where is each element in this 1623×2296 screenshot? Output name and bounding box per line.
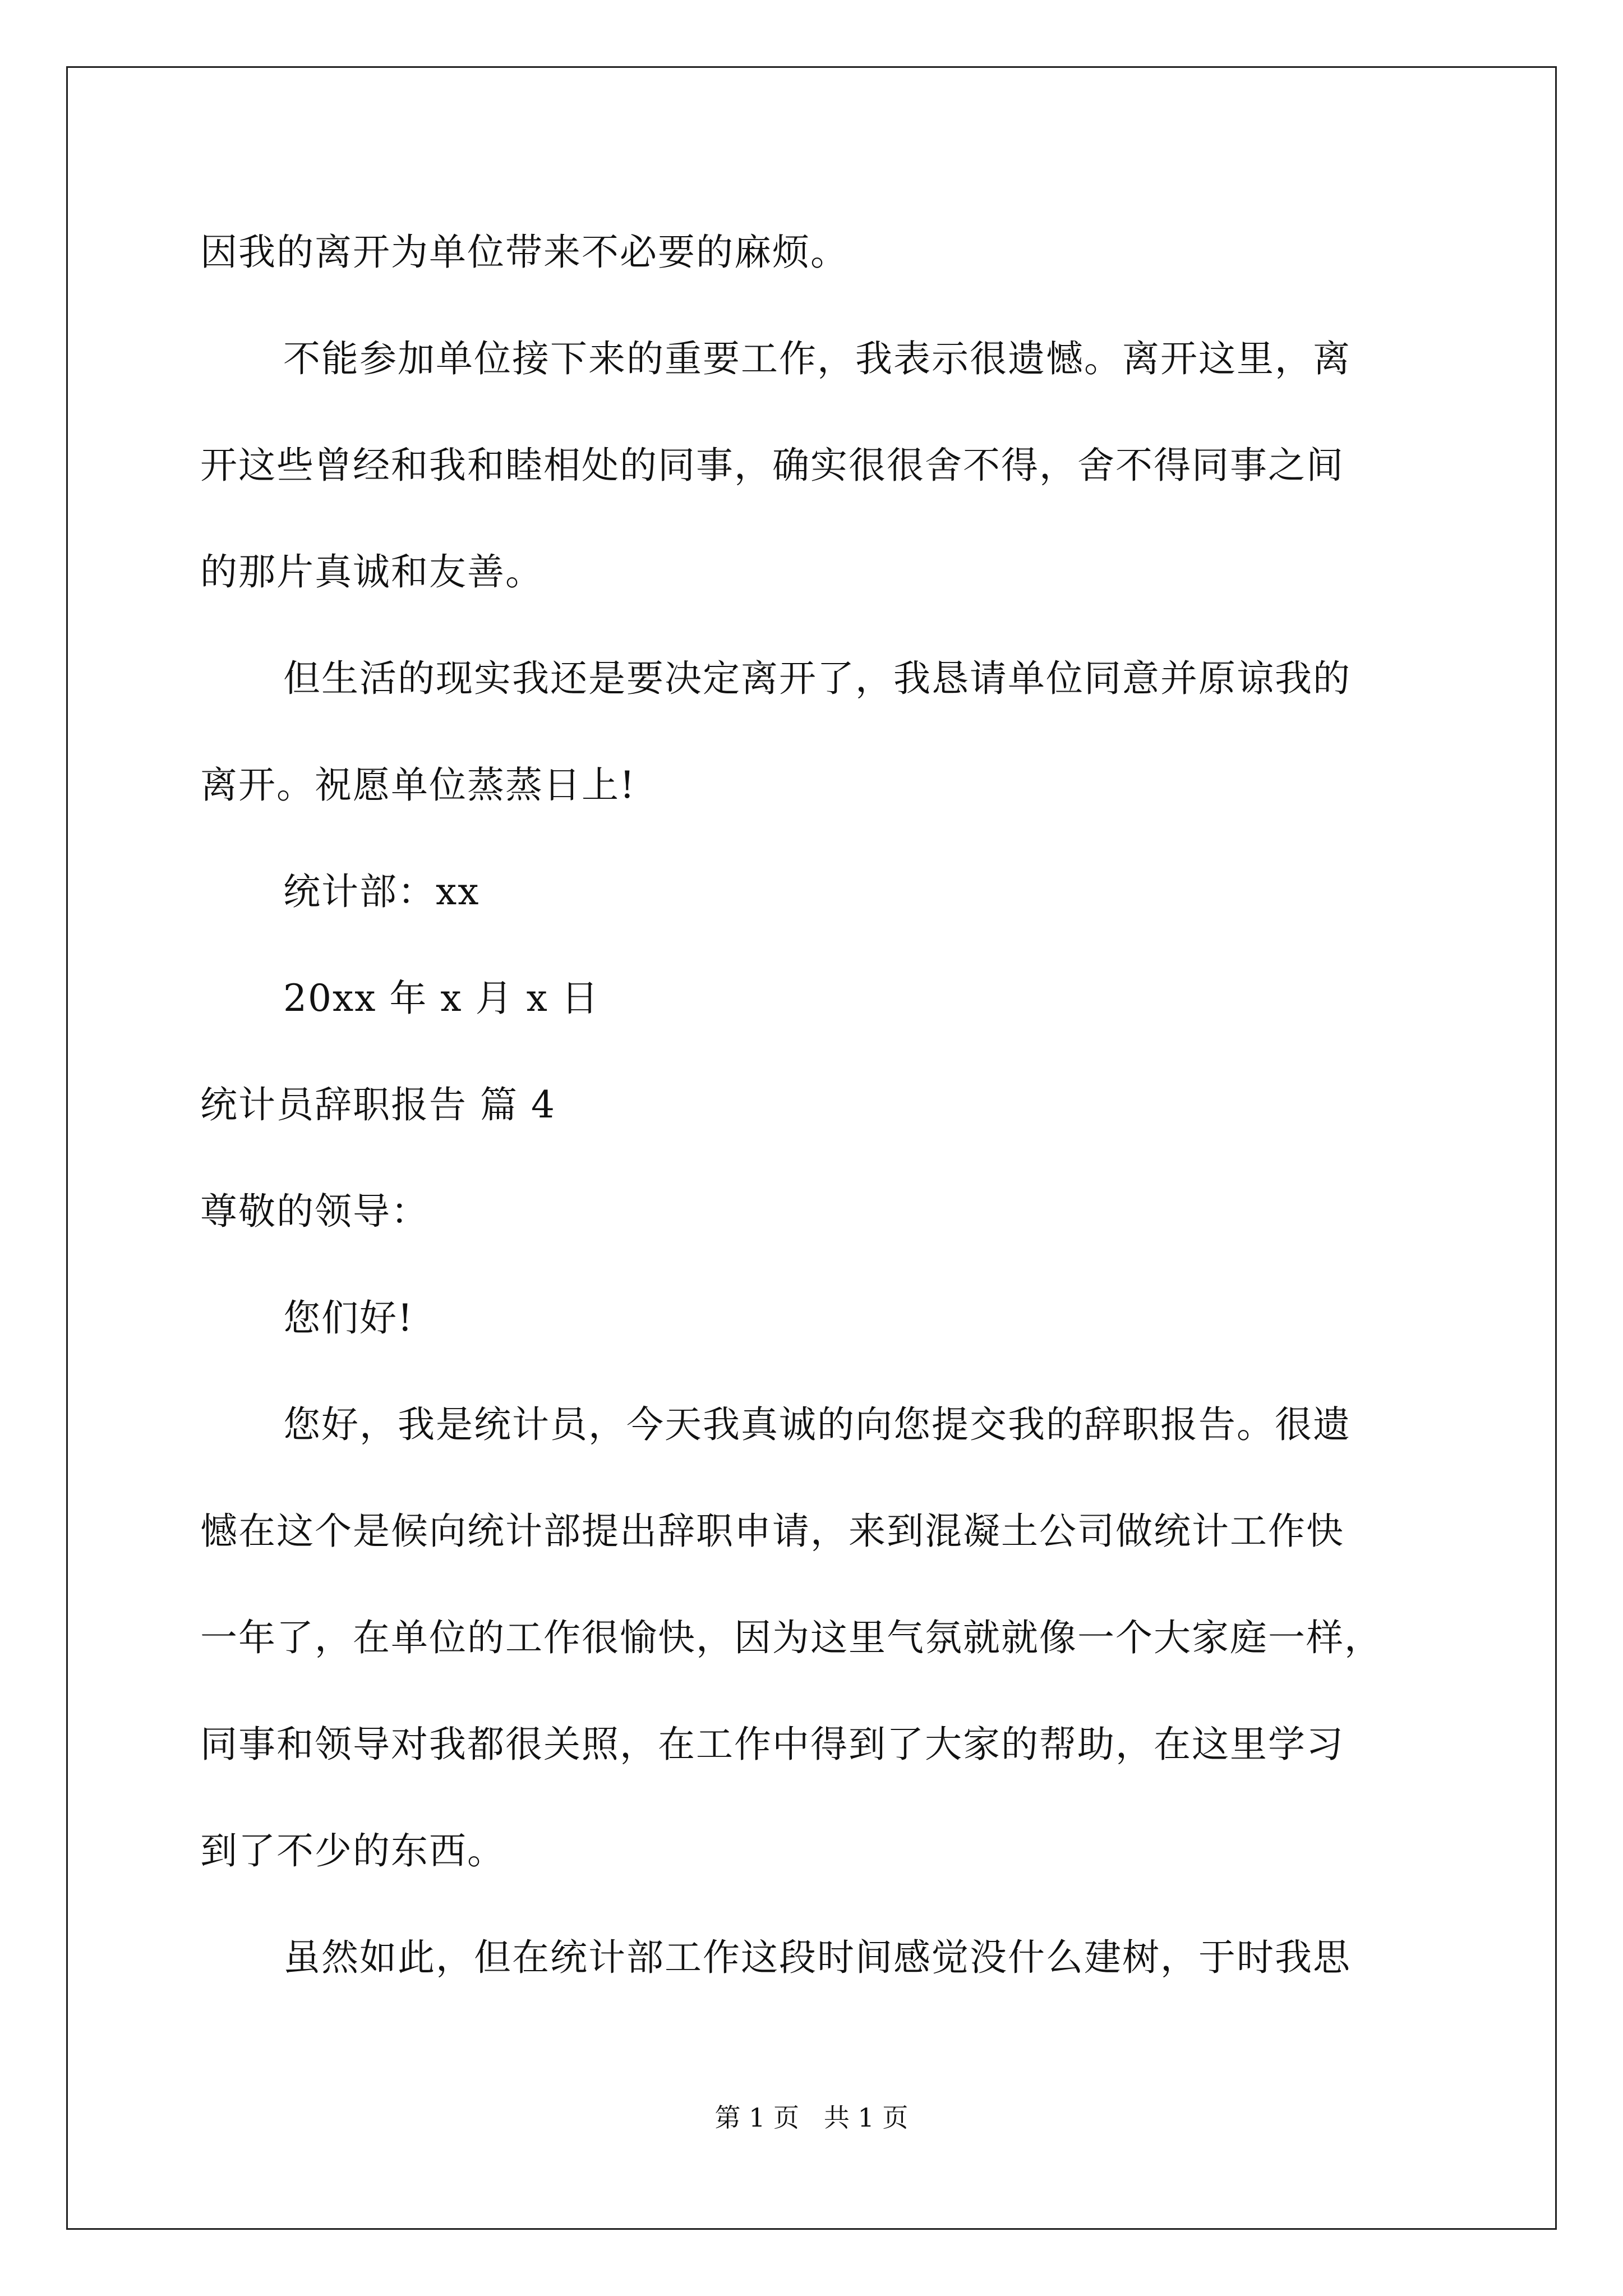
paragraph-line: 一年了，在单位的工作很愉快，因为这里气氛就就像一个大家庭一样，	[200, 1616, 1382, 1659]
paragraph-line: 您好，我是统计员，今天我真诚的向您提交我的辞职报告。很遗	[283, 1403, 1351, 1446]
paragraph-line: 开这些曾经和我和睦相处的同事，确实很很舍不得，舍不得同事之间	[200, 444, 1344, 487]
page-border	[66, 66, 1557, 2230]
greeting: 您们好!	[283, 1296, 414, 1340]
salutation: 尊敬的领导：	[200, 1190, 429, 1233]
signature-department: 统计部：xx	[283, 870, 480, 913]
paragraph-line: 虽然如此，但在统计部工作这段时间感觉没什么建树，于时我思	[283, 1936, 1351, 1979]
signature-date: 20xx 年 x 月 x 日	[283, 977, 600, 1020]
page-number-footer: 第 1 页 共 1 页	[714, 2102, 909, 2133]
paragraph-line: 但生活的现实我还是要决定离开了，我恳请单位同意并原谅我的	[283, 657, 1351, 700]
section-heading: 统计员辞职报告 篇 4	[200, 1083, 556, 1126]
paragraph-line: 到了不少的东西。	[200, 1829, 505, 1872]
paragraph-line: 的那片真诚和友善。	[200, 550, 543, 593]
paragraph-line: 同事和领导对我都很关照，在工作中得到了大家的帮助，在这里学习	[200, 1723, 1344, 1766]
paragraph-line: 憾在这个是候向统计部提出辞职申请，来到混凝土公司做统计工作快	[200, 1510, 1344, 1553]
paragraph-line: 因我的离开为单位带来不必要的麻烦。	[200, 231, 849, 274]
paragraph-line: 不能参加单位接下来的重要工作，我表示很遗憾。离开这里，离	[283, 337, 1351, 380]
paragraph-line: 离开。祝愿单位蒸蒸日上!	[200, 763, 636, 807]
